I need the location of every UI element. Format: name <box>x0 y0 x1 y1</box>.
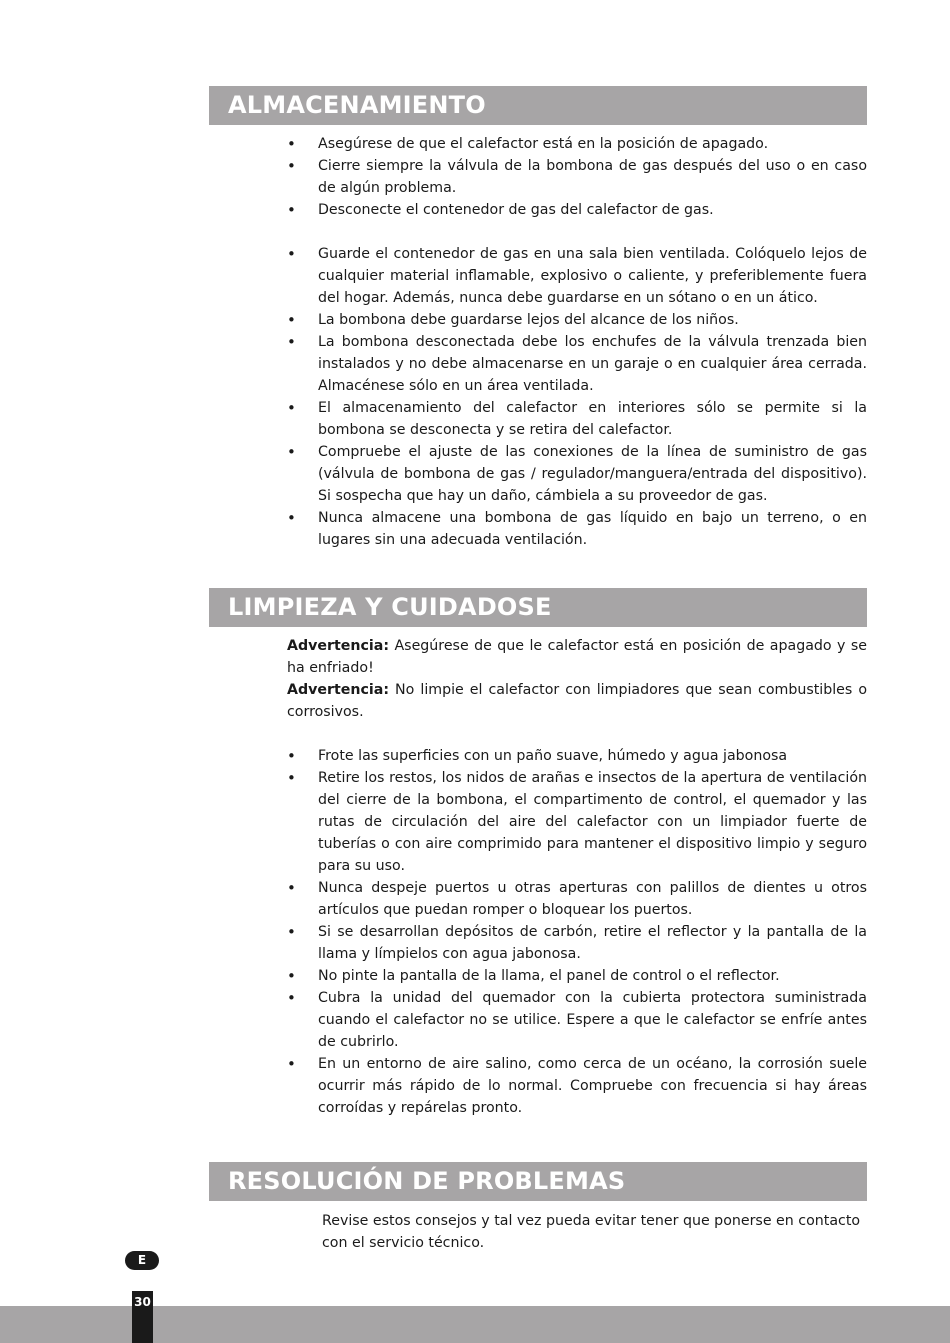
section-title-troubleshooting: RESOLUCIÓN DE PROBLEMAS <box>209 1162 867 1201</box>
list-item: • Retire los restos, los nidos de arañas e insectos de la apertura de ventilación del cierre de la bombona, el compartimento de control, el quemador y las rutas de circulación del aire del calefactor con un limpiador fuerte de tuberías o con aire comprimido para mantener el dispositivo limpio y seguro para su uso. <box>287 767 867 877</box>
list-item: • Frote las superficies con un paño suave, húmedo y agua jabonosa <box>287 745 867 767</box>
warning-paragraph-2 <box>287 679 867 723</box>
list-item: • Cierre siempre la válvula de la bombona de gas después del uso o en caso de algún problema. <box>287 155 867 199</box>
list-item: • Asegúrese de que el calefactor está en la posición de apagado. <box>287 133 867 155</box>
list-item: • La bombona debe guardarse lejos del alcance de los niños. <box>287 309 867 331</box>
warning-label: Advertencia: <box>287 638 390 654</box>
list-item: • El almacenamiento del calefactor en interiores sólo se permite si la bombona se desconecta y se retira del calefactor. <box>287 397 867 441</box>
list-item: • En un entorno de aire salino, como cerca de un océano, la corrosión suele ocurrir más rápido de lo normal. Compruebe con frecuencia si hay áreas corroídas y repárelas pronto. <box>287 1053 867 1119</box>
list-item: • Guarde el contenedor de gas en una sala bien ventilada. Colóquelo lejos de cualquier material inflamable, explosivo o caliente, y preferiblemente fuera del hogar. Además, nunca debe guardarse en un sótano o en un ático. <box>287 243 867 309</box>
warning-label: Advertencia: <box>287 682 390 698</box>
language-badge: E <box>125 1251 159 1270</box>
warning-text: No limpie el calefactor con limpiadores que sean combustibles o corrosivos. <box>287 682 867 720</box>
list-item: • Compruebe el ajuste de las conexiones de la línea de suministro de gas (válvula de bombona de gas / regulador/manguera/entrada del dispositivo). Si sospecha que hay un daño, cámbiela a su proveedor de gas. <box>287 441 867 507</box>
list-item: • Si se desarrollan depósitos de carbón, retire el reflector y la pantalla de la llama y límpielos con agua jabonosa. <box>287 921 867 965</box>
warning-text: Asegúrese de que le calefactor está en posición de apagado y se ha enfriado! <box>287 638 867 676</box>
page-number: 30 <box>132 1291 153 1343</box>
storage-list <box>287 133 867 551</box>
section-title-cleaning: LIMPIEZA Y CUIDADOSE <box>209 588 867 627</box>
list-item: • Cubra la unidad del quemador con la cubierta protectora suministrada cuando el calefactor no se utilice. Espere a que le calefactor se enfríe antes de cubrirlo. <box>287 987 867 1053</box>
list-item: • Nunca despeje puertos u otras aperturas con palillos de dientes u otros artículos que puedan romper o bloquear los puertos. <box>287 877 867 921</box>
section-title-storage: ALMACENAMIENTO <box>209 86 867 125</box>
list-item: • Nunca almacene una bombona de gas líquido en bajo un terreno, o en lugares sin una adecuada ventilación. <box>287 507 867 551</box>
list-item: • No pinte la pantalla de la llama, el panel de control o el reflector. <box>287 965 867 987</box>
troubleshooting-intro: Revise estos consejos y tal vez pueda evitar tener que ponerse en contacto con el servicio técnico. <box>322 1213 861 1251</box>
cleaning-list <box>287 745 867 1119</box>
list-item: • Desconecte el contenedor de gas del calefactor de gas. <box>287 199 867 221</box>
list-item: • La bombona desconectada debe los enchufes de la válvula trenzada bien instalados y no debe almacenarse en un garaje o en cualquier área cerrada. Almacénese sólo en un área ventilada. <box>287 331 867 397</box>
warning-paragraph-1 <box>287 635 867 679</box>
